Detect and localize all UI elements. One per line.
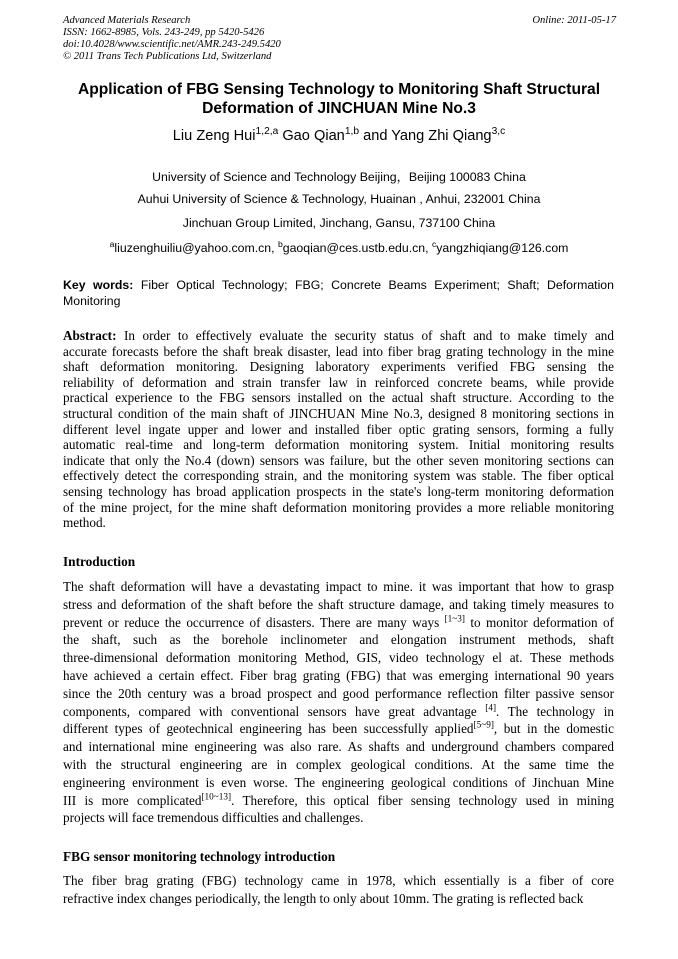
author-sup: 3,c [491, 126, 506, 138]
email[interactable]: liuzenghuiliu@yahoo.com.cn, [114, 241, 278, 255]
keywords-text: Fiber Optical Technology; FBG; Concrete Beams Experiment; Shaft; Deformation Monitoring [63, 278, 614, 308]
text-line [63, 756, 614, 774]
fbg-body [63, 872, 614, 907]
keywords-label: Key words: [63, 278, 134, 292]
text-segment: different level ingate upper and lower and installed fiber optic grating sensors, forming a fully [63, 421, 614, 437]
text-segment: effectively detect the corresponding strain, and the monitoring system was stable. The fiber optical [63, 468, 614, 484]
text-segment: The fiber brag grating (FBG) technology came in 1978, which essentially is a fiber of core [63, 873, 614, 888]
abstract [63, 328, 614, 531]
keywords [63, 278, 614, 309]
copyright: © 2011 Trans Tech Publications Ltd, Switzerland [63, 51, 272, 62]
author-sup: 1,2,a [255, 126, 279, 138]
text-line [63, 667, 614, 685]
email[interactable]: gaoqian@ces.ustb.edu.cn, [282, 241, 432, 255]
text-line [63, 500, 614, 516]
text-segment: and international mine engineering was also rare. As shafts and underground chambers compared [63, 739, 614, 755]
text-segment: different types of geotechnical engineering has been successfully applied [63, 721, 474, 737]
text-segment: In order to effectively evaluate the security status of shaft and to make timely and [116, 328, 614, 343]
text-line [63, 685, 614, 703]
text-line [63, 578, 614, 596]
text-segment: automatic real-time and long-term deformation monitoring system. Initial monitoring results [63, 437, 614, 453]
text-segment: method. [63, 515, 106, 531]
text-segment: shaft deformation monitoring. Designing laboratory experiments verified FBG sensing the [63, 359, 614, 375]
online-date: Online: 2011-05-17 [532, 15, 616, 26]
text-line [63, 809, 614, 827]
text-segment: III is more complicated [63, 792, 202, 808]
text-line [63, 437, 614, 453]
text-line [63, 453, 614, 469]
journal-info [63, 15, 281, 63]
citation[interactable]: [4] [485, 702, 497, 713]
text-segment: of the mine project, for the mine shaft deformation monitoring provides a more reliable monitoring [63, 499, 614, 515]
text-segment: The shaft deformation will have a devastating impact to mine. it was important that how to grasp [63, 579, 614, 594]
text-segment: with the structural engineering are in complex geological conditions. At the same time the [63, 756, 614, 772]
citation[interactable]: [5~9] [473, 719, 494, 730]
text-line [63, 359, 614, 375]
text-segment: components, compared with conventional sensors have great advantage [63, 703, 486, 719]
affiliation: University of Science and Technology Beijing，Beijing 100083 China [152, 170, 526, 184]
text-line [63, 515, 614, 531]
text-segment: sensing technology has broad application prospects in the state's long-term monitoring deformation [63, 483, 614, 499]
email-sup: c [431, 238, 437, 249]
text-line [63, 649, 614, 667]
abstract-label: Abstract: [63, 328, 117, 343]
text-line [63, 631, 614, 649]
citation[interactable]: [1~3] [444, 613, 465, 624]
title-line: Application of FBG Sensing Technology to Monitoring Shaft Structural [77, 81, 601, 98]
doi: doi:10.4028/www.scientific.net/AMR.243-249.5420 [63, 39, 281, 50]
text-line [63, 720, 614, 738]
text-segment: accurate forecasts before the shaft break disaster, lead into fiber brag grating technology in the mine [63, 343, 614, 359]
text-line [63, 468, 614, 484]
affiliation: Jinchuan Group Limited, Jinchang, Gansu, 737100 China [182, 216, 496, 230]
text-segment: since the 20th century was a broad prospect and good performance reflection filter passive sensor [63, 685, 614, 701]
text-line [63, 614, 614, 632]
introduction-body [63, 578, 614, 827]
emails [0, 238, 678, 255]
text-line [63, 344, 614, 360]
author-sup: 1,b [344, 126, 360, 138]
text-segment: engineering environment is even worse. The engineering geological conditions of Jinchuan Mine [63, 774, 614, 790]
affiliation: Auhui University of Science & Technology, Huainan , Anhui, 232001 China [137, 192, 541, 206]
text-line [63, 703, 614, 721]
text-line [63, 774, 614, 792]
email[interactable]: yangzhiqiang@126.com [436, 241, 569, 255]
text-segment: to monitor deformation of [464, 614, 614, 630]
authors [0, 128, 678, 144]
text-line [63, 422, 614, 438]
text-line [63, 328, 614, 344]
author-name: Liu Zeng Hui [172, 128, 256, 144]
email-sup: a [109, 238, 115, 249]
text-segment: reliability of deformation and strain transfer law in reinforced concrete beams, while provide [63, 374, 614, 390]
text-segment: practical experience to the FBG sensors installed on the actual shaft structure. According to the [63, 390, 614, 406]
text-segment: the shaft, such as the borehole inclinometer and elongation instrument methods, shaft [63, 632, 614, 648]
text-segment: structural condition of the main shaft of JINCHUAN Mine No.3, designed 8 monitoring sections in [63, 405, 614, 421]
paper-title [40, 81, 638, 118]
section-heading-fbg: FBG sensor monitoring technology introduction [63, 849, 336, 864]
text-segment: have achieved a certain effect. Fiber brag grating (FBG) that was emerging international 90 years [63, 667, 614, 683]
citation[interactable]: [10~13] [201, 791, 232, 802]
text-line [63, 390, 614, 406]
text-segment: three-dimensional deformation monitoring Method, GIS, video technology el at. These methods [63, 650, 614, 666]
text-segment: stress and deformation of the shaft before the shaft structure damage, and taking timely measures to [63, 596, 614, 612]
text-line [63, 738, 614, 756]
journal-name: Advanced Materials Research [63, 15, 191, 26]
text-segment: . Therefore, this optical fiber sensing technology used in mining [231, 792, 615, 808]
text-segment: prevent or reduce the occurrence of disasters. There are many ways [63, 614, 445, 630]
text-line [63, 406, 614, 422]
title-line: Deformation of JINCHUAN Mine No.3 [202, 99, 476, 117]
text-line [63, 596, 614, 614]
author-name: and Yang Zhi Qiang [359, 128, 492, 144]
text-segment: indicate that only the No.4 (down) sensors was failure, but the other seven monitoring sections can [63, 452, 614, 468]
text-line [63, 872, 614, 890]
email-sup: b [277, 238, 283, 249]
text-segment: refractive index changes periodically, the length to only about 10mm. The grating is reflected back [63, 890, 584, 906]
text-line [63, 484, 614, 500]
issn: ISSN: 1662-8985, Vols. 243-249, pp 5420-5426 [63, 27, 265, 38]
section-heading-introduction: Introduction [63, 554, 136, 569]
text-segment: , but in the domestic [493, 721, 614, 737]
text-line [63, 890, 614, 908]
author-name: Gao Qian [278, 128, 345, 144]
text-segment: projects will face tremendous difficulties and challenges. [63, 810, 364, 826]
text-segment: . The technology in [496, 703, 614, 719]
text-line [63, 792, 614, 810]
text-line [63, 375, 614, 391]
